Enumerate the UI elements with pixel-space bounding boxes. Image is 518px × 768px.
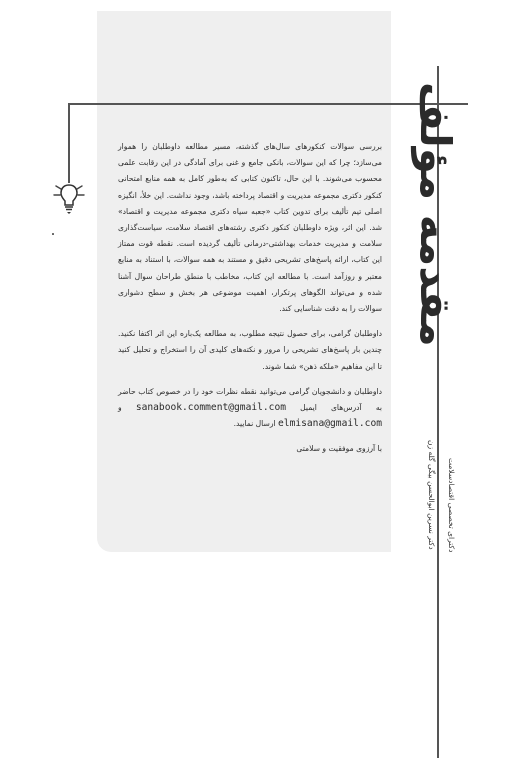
left-rule xyxy=(68,103,70,183)
paragraph-advice: داوطلبان گرامی، برای حصول نتیجه مطلوب، به مطالعه یک‌باره این اثر اکتفا نکنید. چندین بار پاسخ‌های تشریحی را مرور و نکته‌های کلیدی آن را استخراج و تحلیل کنید تا این مفاهیم «ملکه ذهن» شما شوند. xyxy=(118,329,382,371)
contact-text-end: ارسال نمایید. xyxy=(233,419,276,429)
lightbulb-icon xyxy=(52,176,86,216)
preface-text xyxy=(118,139,382,467)
paragraph-contact xyxy=(118,384,382,433)
email-comment-link[interactable]: sanabook.comment@gmail.com xyxy=(135,402,287,414)
author-title: دکترای تخصصی اقتصادسلامت xyxy=(447,457,456,552)
closing-line: با آرزوی موفقیت و سلامتی xyxy=(296,444,382,454)
paragraph-intro: بررسی سوالات کنکورهای سال‌های گذشته، مسیر مطالعه داوطلبان را هموار می‌سازد؛ چرا که این سوالات، بانکی جامع و غنی برای آمادگی در این رقابت علمی محسوب می‌شوند. با این حال، تاکنون کتابی که به‌طور کامل به همه منابع امتحانی کنکور دکتری مجموعه مدیریت و اقتصاد پرداخته باشد، وجود نداشت. این خلأ، انگیزه اصلی تیم تألیف برای تدوین کتاب «جعبه سیاه دکتری مجموعه مدیریت و اقتصاد» شد. این اثر، ویژه داوطلبان کنکور دکتری رشته‌های اقتصاد سلامت، سیاست‌گذاری سلامت و مدیریت خدمات بهداشتی-درمانی تألیف گردیده است. نقطه قوت ممتاز این کتاب، ارائه پاسخ‌های تشریحی دقیق و مستند به همه سوالات، با استناد به منابع معتبر و روزآمد است. با مطالعه این کتاب، مخاطب با منطق طراحان سوال آشنا شده و می‌تواند الگوهای پرتکرار، اهمیت موضوعی هر بخش و سطح دشواری سوالات را به دقت شناسایی کند. xyxy=(118,142,382,314)
top-rule xyxy=(68,103,468,105)
stray-dot xyxy=(52,233,54,235)
contact-text: داوطلبان و دانشجویان گرامی می‌توانید نقطه نظرات خود را در خصوص کتاب حاضر به آدرس‌های ایمیل xyxy=(118,386,382,413)
contact-conjunction: و xyxy=(118,403,122,413)
author-name: دکتر نسرین ابوالحسن بیگی گله زن xyxy=(427,440,436,550)
page-title: مقدمه مؤلف xyxy=(411,81,460,347)
email-elmisana-link[interactable]: elmisana@gmail.com xyxy=(278,418,382,430)
